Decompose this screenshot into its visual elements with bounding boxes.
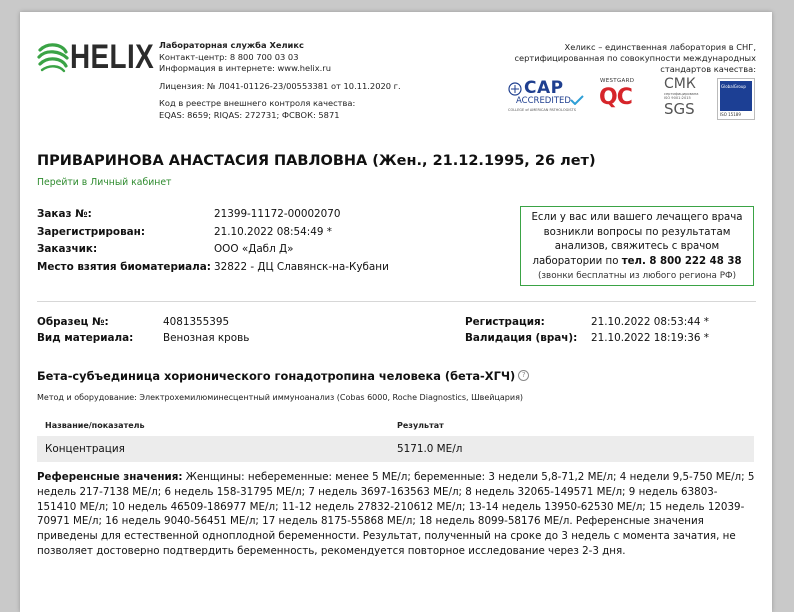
contact-free-note: (звонки бесплатны из любого региона РФ) <box>537 271 737 281</box>
contact-phone[interactable]: тел. 8 800 222 48 38 <box>621 255 742 267</box>
contact-line-1: Если у вас или вашего лечащего врача <box>531 212 743 223</box>
lab-info <box>159 40 331 75</box>
material-label: Вид материала: <box>37 332 134 344</box>
divider <box>37 301 756 302</box>
order-no-value: 21399-11172-00002070 <box>214 208 341 220</box>
westgard-qc: QC <box>599 85 632 110</box>
cap-accredited-badge <box>508 78 586 118</box>
patient-name: ПРИВАРИНОВА АНАСТАСИЯ ПАВЛОВНА (Жен., 21.12.1995, 26 лет) <box>37 153 596 169</box>
lab-registry-codes: EQAS: 8659; RIQAS: 272731; ФСВОК: 5871 <box>159 109 340 120</box>
contact-line-4 <box>521 255 753 270</box>
report-page <box>20 12 772 612</box>
cap-small: COLLEGE of AMERICAN PATHOLOGISTS <box>508 108 576 112</box>
global-group-block <box>720 81 752 111</box>
global-group-text: GlobalGroup <box>721 84 746 89</box>
doctor-contact-box <box>520 206 754 286</box>
cap-seal-icon <box>508 82 522 96</box>
helix-logo-icon <box>36 40 70 74</box>
order-block <box>37 206 497 278</box>
table-row <box>37 436 754 462</box>
sample-no-value: 4081355395 <box>163 316 230 328</box>
westgard-qc-badge <box>599 78 643 118</box>
registration-label: Регистрация: <box>465 316 545 328</box>
validation-label: Валидация (врач): <box>465 332 578 344</box>
test-title: Бета-субъединица хорионического гонадотропина человека (бета-ХГЧ) <box>37 369 516 383</box>
lab-website: Информация в интернете: www.helix.ru <box>159 63 331 73</box>
registered-value: 21.10.2022 08:54:49 * <box>214 225 332 238</box>
lab-license: Лицензия: № Л041-01126-23/00553381 от 10.11.2020 г. <box>159 81 401 91</box>
contact-line-4-text: лаборатории по <box>532 255 619 267</box>
customer-label: Заказчик: <box>37 243 98 255</box>
lab-name: Лабораторная служба Хеликс <box>159 40 304 50</box>
smk-small: сертифицирована ISO 9001:2015 <box>664 92 699 101</box>
material-value: Венозная кровь <box>163 332 250 344</box>
global-group-badge <box>717 78 755 120</box>
reference-text: Женщины: небеременные: менее 5 МЕ/л; беременные: 3 недели 5,8-71,2 МЕ/л; 4 недели 9,5-750 МЕ/л; 5 недель 217-7138 МЕ/л; 6 недель 158-31795 МЕ/л; 7 недель 3697-163563 МЕ/л; 8 недель 32065-149571 МЕ/л; 9 недель 63803-151410 МЕ/л; 10 недель 46509-186977 МЕ/л; 11-12 недель 27832-210612 МЕ/л; 13-14 недель 13950-62530 МЕ/л; 15 недель 12039-70971 МЕ/л; 16 недель 9040-56451 МЕ/л; 17 недель 8175-55868 МЕ/л; 18 недель 8099-58176 МЕ/л. Референсные значения приведены для естественной одноплодной беременности. Результат, полученный на сроке до 3 недель с момента зачатия, не позволяет достоверно подтвердить беременность, рекомендуется повторное исследование через 2-3 дня. <box>37 471 755 557</box>
validation-value: 21.10.2022 18:19:36 * <box>591 332 709 344</box>
personal-cabinet-link[interactable]: Перейти в Личный кабинет <box>37 177 172 188</box>
helix-logo-text: HELIX <box>70 38 155 76</box>
quality-note: Хеликс – единственная лаборатория в СНГ, сертифицированная по совокупности международных стандартов качества: <box>514 42 756 74</box>
smk-title: СМК <box>664 76 696 92</box>
row-result: 5171.0 МЕ/л <box>397 443 463 455</box>
contact-line-2: возникли вопросы по результатам <box>543 226 731 238</box>
contact-line-3: анализов, свяжитесь с врачом <box>554 241 720 252</box>
iso-code: ISO 15189 <box>720 112 741 117</box>
order-no-label: Заказ №: <box>37 208 92 220</box>
sgs-title: SGS <box>664 100 695 118</box>
reference-label: Референсные значения: <box>37 471 183 483</box>
sample-block <box>37 314 757 348</box>
lab-registry-label: Код в реестре внешнего контроля качества: <box>159 98 356 108</box>
westgard-top: WESTGARD <box>600 78 635 84</box>
checkmark-icon <box>570 95 584 105</box>
test-title-row <box>37 369 529 383</box>
cap-sub: ACCREDITED <box>516 96 571 106</box>
customer-value: ООО «Дабл Д» <box>214 243 294 255</box>
cap-title: CAP <box>524 78 564 98</box>
place-value: 32822 - ДЦ Славянск-на-Кубани <box>214 260 389 273</box>
registration-value: 21.10.2022 08:53:44 * <box>591 316 709 328</box>
row-name: Концентрация <box>45 443 125 455</box>
lab-registry <box>159 98 355 121</box>
place-label: Место взятия биоматериала: <box>37 260 211 273</box>
help-icon[interactable]: ? <box>518 370 529 381</box>
column-header-name: Название/показатель <box>45 421 145 430</box>
reference-values <box>37 470 755 559</box>
lab-contact-center: Контакт-центр: 8 800 700 03 03 <box>159 51 299 62</box>
sample-no-label: Образец №: <box>37 316 109 328</box>
test-method: Метод и оборудование: Электрохемилюминесцентный иммуноанализ (Cobas 6000, Roche Diagnostics, Швейцария) <box>37 393 524 402</box>
registered-label: Зарегистрирован: <box>37 225 145 238</box>
smk-sgs-badge <box>662 78 702 118</box>
column-header-result: Результат <box>397 421 444 430</box>
